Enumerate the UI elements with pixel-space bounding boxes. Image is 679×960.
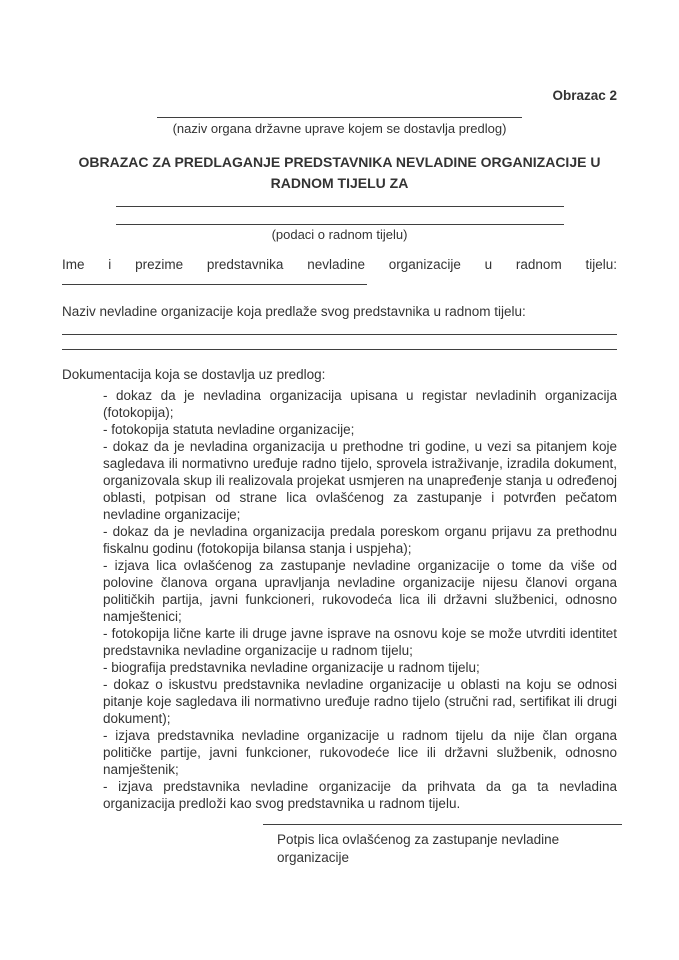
working-body-section: [62, 194, 617, 242]
documentation-item: - izjava predstavnika nevladine organizacije u radnom tijelu da nije član organa političke partije, javni funkcioner, rukovodeće lice ili državni službenik, odnosno namještenik;: [103, 728, 617, 777]
documentation-item: - izjava lica ovlašćenog za zastupanje nevladine organizacije o tome da više od polovine članova organa upravljanja nevladine organizacije nijesu članovi organa političkih partija, javni funkcioneri, rukovodeća lica ili državni službenici, odnosno namještenici;: [103, 558, 617, 624]
documentation-item: - dokaz da je nevladina organizacija u prethodne tri godine, u vezi sa pitanjem koje sagledava ili normativno uređuje radno tijelo, sprovela istraživanje, izradila dokument, organizovala skup ili realizovala projekat usmjeren na unapređenje stanja u određenoj oblasti, potpisan od strane lica ovlašćenog za zastupanje i potvrđen pečatom nevladine organizacije;: [103, 439, 617, 522]
organization-name-label: Naziv nevladine organizacije koja predlaže svog predstavnika u radnom tijelu:: [62, 304, 526, 319]
recipient-blank-line: [157, 104, 522, 118]
documentation-item: - dokaz o iskustvu predstavnika nevladine organizacije u oblasti na koju se odnosi pitanje koje sagledava ili normativno uređuje radno tijelo (stručni rad, sertifikat ili drugi dokument);: [103, 677, 617, 726]
working-body-blank-line-2: [116, 207, 564, 225]
representative-name-label: Ime i prezime predstavnika nevladine organizacije u radnom tijelu:: [62, 257, 617, 272]
form-title: OBRAZAC ZA PREDLAGANJE PREDSTAVNIKA NEVLADINE ORGANIZACIJE U RADNOM TIJELU ZA: [78, 154, 601, 191]
documentation-item: - fotokopija statuta nevladine organizacije;: [103, 422, 355, 437]
signature-block: [263, 824, 622, 867]
form-number-label: Obrazac 2: [552, 88, 617, 103]
signature-blank-line: [263, 824, 622, 825]
documentation-heading: Dokumentacija koja se dostavlja uz predlog:: [62, 367, 326, 382]
documentation-item: - biografija predstavnika nevladine organizacije u radnom tijelu;: [103, 660, 480, 675]
organization-name-blank-line-1: [62, 319, 617, 335]
working-body-blank-line-1: [116, 194, 564, 207]
recipient-section: [62, 104, 617, 136]
signature-caption: Potpis lica ovlašćenog za zastupanje nevladine organizacije: [277, 832, 560, 865]
documentation-item: - fotokopija lične karte ili druge javne isprave na osnovu koje se može utvrditi identitet predstavnika nevladine organizacije u radnom tijelu;: [103, 626, 617, 658]
recipient-caption: (naziv organa državne uprave kojem se dostavlja predlog): [172, 121, 507, 136]
documentation-item: - izjava predstavnika nevladine organizacije da prihvata da ga ta nevladina organizacija predloži kao svog predstavnika u radnom tijelu.: [103, 779, 617, 811]
documentation-item: - dokaz da je nevladina organizacija predala poreskom organu prijavu za prethodnu fiskalnu godinu (fotokopija bilansa stanja i uspjeha);: [103, 524, 617, 556]
representative-name-blank-line: [62, 272, 367, 285]
documentation-list: [62, 387, 617, 812]
organization-name-blank-line-2: [62, 335, 617, 350]
working-body-caption: (podaci o radnom tijelu): [271, 227, 408, 242]
documentation-item: - dokaz da je nevladina organizacija upisana u registar nevladinih organizacija (fotokopija);: [103, 388, 617, 420]
